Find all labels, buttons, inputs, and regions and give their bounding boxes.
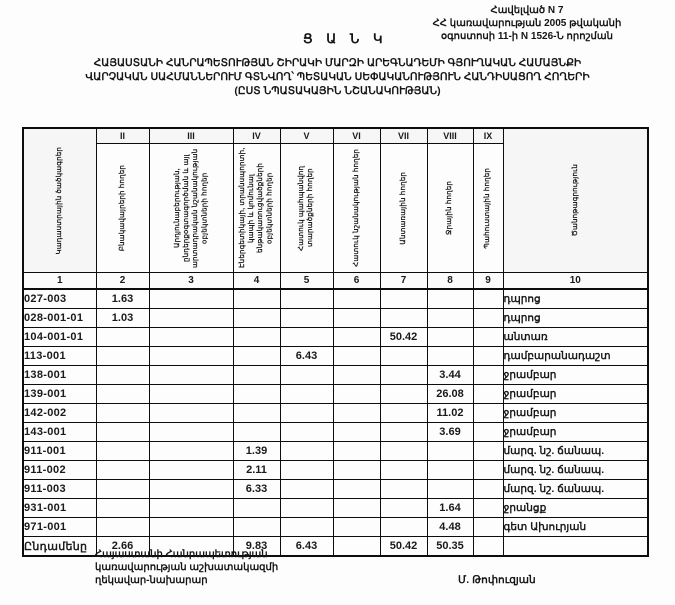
note-cell: դպրոց	[503, 289, 648, 309]
column-number-3: 3	[149, 273, 233, 290]
cadastral-code-cell: 139-001	[23, 385, 96, 404]
note-cell: մարզ. նշ. ճանապ.	[503, 461, 648, 480]
column-roman-2: II	[96, 128, 149, 144]
value-cell: 50.42	[380, 328, 427, 347]
value-cell: 11.02	[427, 404, 473, 423]
column-header-3	[149, 144, 233, 273]
value-cell	[149, 423, 233, 442]
value-cell	[233, 385, 280, 404]
value-cell	[333, 289, 380, 309]
value-cell	[149, 289, 233, 309]
column-label-7: Անտառային հողեր	[399, 171, 407, 245]
value-cell	[96, 404, 149, 423]
value-cell	[473, 442, 503, 461]
table-row-5	[23, 366, 648, 385]
note-cell: ջրամբար	[503, 385, 648, 404]
note-cell: ջրամբար	[503, 404, 648, 423]
column-number-8: 8	[427, 273, 473, 290]
value-cell	[149, 404, 233, 423]
table-row-4	[23, 347, 648, 366]
table-row-13	[23, 518, 648, 537]
table-row-11	[23, 480, 648, 499]
value-cell	[149, 480, 233, 499]
note-cell: դպրոց	[503, 309, 648, 328]
header-roman-row	[23, 128, 648, 144]
cadastral-code-cell: 027-003	[23, 289, 96, 309]
value-cell: 50.35	[427, 537, 473, 557]
land-table	[22, 127, 649, 557]
value-cell	[149, 442, 233, 461]
table-row-6	[23, 385, 648, 404]
value-cell	[96, 480, 149, 499]
column-header-5	[280, 144, 333, 273]
column-number-6: 6	[333, 273, 380, 290]
value-cell	[427, 309, 473, 328]
title-line-3: (ԸՍՏ ՆՊԱՏԱԿԱՅԻՆ ՆՇԱՆԱԿՈՒԹՅԱՆ)	[234, 85, 441, 97]
value-cell	[280, 499, 333, 518]
table-row-1	[23, 289, 648, 309]
value-cell	[149, 461, 233, 480]
note-cell: ջրանցք	[503, 499, 648, 518]
value-cell	[280, 480, 333, 499]
value-cell: 6.43	[280, 347, 333, 366]
column-header-4	[233, 144, 280, 273]
cadastral-code-cell: 104-001-01	[23, 328, 96, 347]
column-label-4: Էներգետիկայի, տրանսպորտի, կապի և կոմունալ ենթակառուցվածքների օբյեկտների հողեր	[239, 147, 274, 269]
value-cell: 6.33	[233, 480, 280, 499]
value-cell	[280, 289, 333, 309]
signatory-name: Մ. Թոփուզյան	[458, 574, 536, 586]
value-cell	[96, 385, 149, 404]
appendix-line-1: Հավելված N 7	[490, 5, 564, 16]
value-cell: 50.42	[380, 537, 427, 557]
column-roman-6: VI	[333, 128, 380, 144]
value-cell	[96, 366, 149, 385]
value-cell	[96, 499, 149, 518]
value-cell	[473, 404, 503, 423]
column-header-2	[96, 144, 149, 273]
value-cell	[149, 385, 233, 404]
value-cell	[380, 347, 427, 366]
cadastral-code-cell: 143-001	[23, 423, 96, 442]
cadastral-code-cell: 028-001-01	[23, 309, 96, 328]
cadastral-code-cell: 113-001	[23, 347, 96, 366]
value-cell	[280, 309, 333, 328]
table-row-7	[23, 404, 648, 423]
value-cell	[473, 423, 503, 442]
column-roman-4: IV	[233, 128, 280, 144]
column-label-6: Հատուկ նշանակության հողեր	[352, 149, 360, 267]
value-cell	[96, 518, 149, 537]
value-cell	[473, 309, 503, 328]
value-cell	[233, 328, 280, 347]
value-cell	[280, 404, 333, 423]
value-cell	[333, 499, 380, 518]
value-cell	[427, 289, 473, 309]
column-header-1	[23, 128, 96, 273]
column-roman-7: VII	[380, 128, 427, 144]
value-cell: 1.39	[233, 442, 280, 461]
value-cell	[473, 518, 503, 537]
value-cell	[427, 442, 473, 461]
table-row-8	[23, 423, 648, 442]
value-cell	[280, 366, 333, 385]
value-cell: 1.64	[427, 499, 473, 518]
value-cell	[380, 442, 427, 461]
value-cell: 3.44	[427, 366, 473, 385]
column-header-6	[333, 144, 380, 273]
cadastral-code-cell: 911-003	[23, 480, 96, 499]
table-row-9	[23, 442, 648, 461]
value-cell	[280, 518, 333, 537]
note-cell: ջրամբար	[503, 366, 648, 385]
value-cell: 26.08	[427, 385, 473, 404]
column-header-10	[503, 128, 648, 273]
value-cell	[280, 442, 333, 461]
column-header-9	[473, 144, 503, 273]
value-cell	[149, 328, 233, 347]
column-header-8	[427, 144, 473, 273]
column-roman-3: III	[149, 128, 233, 144]
table-row-12	[23, 499, 648, 518]
value-cell	[473, 366, 503, 385]
value-cell	[473, 347, 503, 366]
value-cell	[380, 366, 427, 385]
appendix-reference-block	[388, 4, 666, 43]
value-cell	[96, 328, 149, 347]
value-cell	[233, 347, 280, 366]
cadastral-code-cell: 142-002	[23, 404, 96, 423]
column-number-5: 5	[280, 273, 333, 290]
column-number-1: 1	[23, 273, 96, 290]
cadastral-code-cell: 911-001	[23, 442, 96, 461]
column-label-3: Արդյունաբերության, ընդերքօգտագործման և այլ արտադրական նշանակության օբյեկտների հողեր	[173, 148, 209, 268]
note-cell	[503, 537, 648, 557]
value-cell	[380, 423, 427, 442]
value-cell	[473, 328, 503, 347]
value-cell	[233, 423, 280, 442]
footer-line-1: Հայաստանի Հանրապետության	[95, 549, 268, 560]
note-cell: մարզ. նշ. ճանապ.	[503, 442, 648, 461]
value-cell	[380, 385, 427, 404]
value-cell	[473, 480, 503, 499]
column-label-1: Կադաստրային ծածկագրեր	[56, 146, 64, 255]
footer-line-3: ղեկավար-նախարար	[95, 575, 208, 586]
value-cell	[427, 347, 473, 366]
value-cell	[149, 309, 233, 328]
note-cell: ջրամբար	[503, 423, 648, 442]
appendix-line-2: ՀՀ կառավարության 2005 թվականի	[432, 18, 622, 29]
value-cell	[233, 309, 280, 328]
value-cell	[96, 423, 149, 442]
value-cell	[280, 328, 333, 347]
column-label-9: Պահուստային հողեր	[484, 167, 492, 249]
column-number-9: 9	[473, 273, 503, 290]
value-cell	[333, 480, 380, 499]
column-number-10: 10	[503, 273, 648, 290]
document-title	[8, 56, 667, 98]
value-cell: 3.69	[427, 423, 473, 442]
value-cell	[473, 461, 503, 480]
note-cell: անտառ	[503, 328, 648, 347]
value-cell	[333, 347, 380, 366]
value-cell	[96, 461, 149, 480]
column-label-5: Հատուկ պահպանվող տարածքների հողեր	[298, 165, 315, 251]
value-cell	[473, 499, 503, 518]
table-row-3	[23, 328, 648, 347]
value-cell: 2.66	[96, 537, 149, 557]
value-cell	[280, 461, 333, 480]
value-cell: 2.11	[233, 461, 280, 480]
note-cell: դամբարանադաշտ	[503, 347, 648, 366]
column-header-7	[380, 144, 427, 273]
signatory-title-block	[95, 548, 278, 587]
value-cell	[149, 347, 233, 366]
value-cell: 1.03	[96, 309, 149, 328]
value-cell	[233, 404, 280, 423]
value-cell	[149, 518, 233, 537]
value-cell	[380, 480, 427, 499]
value-cell	[333, 537, 380, 557]
column-number-2: 2	[96, 273, 149, 290]
column-label-2: Բնակավայրերի հողեր	[118, 164, 126, 252]
value-cell	[333, 328, 380, 347]
column-number-4: 4	[233, 273, 280, 290]
cadastral-code-cell: 931-001	[23, 499, 96, 518]
value-cell	[473, 289, 503, 309]
table-row-10	[23, 461, 648, 480]
column-roman-5: V	[280, 128, 333, 144]
value-cell	[149, 499, 233, 518]
table-row-2	[23, 309, 648, 328]
footer-line-2: կառավարության աշխատակազմի	[95, 562, 279, 573]
header-number-row	[23, 273, 648, 290]
value-cell	[380, 404, 427, 423]
value-cell	[333, 385, 380, 404]
cadastral-code-cell: Ընդամենը	[23, 537, 96, 557]
land-table-wrapper	[22, 127, 649, 557]
column-label-8: Ջրային հողեր	[446, 181, 454, 235]
value-cell	[233, 366, 280, 385]
value-cell: 6.43	[280, 537, 333, 557]
value-cell	[380, 461, 427, 480]
value-cell	[380, 499, 427, 518]
value-cell	[427, 480, 473, 499]
value-cell	[333, 442, 380, 461]
doc-type-title: Ց Ա Ն Կ	[303, 31, 388, 46]
value-cell	[380, 518, 427, 537]
value-cell	[333, 423, 380, 442]
title-line-1: ՀԱՅԱՍՏԱՆԻ ՀԱՆՐԱՊԵՏՈՒԹՅԱՆ ՇԻՐԱԿԻ ՄԱՐԶԻ ԱՐԵԳՆԱԴԵՄԻ ԳՅՈՒՂԱԿԱՆ ՀԱՄԱՅՆՔԻ	[93, 57, 582, 69]
cadastral-code-cell: 138-001	[23, 366, 96, 385]
cadastral-code-cell: 971-001	[23, 518, 96, 537]
value-cell	[427, 461, 473, 480]
value-cell: 4.48	[427, 518, 473, 537]
column-roman-9: IX	[473, 128, 503, 144]
value-cell	[96, 347, 149, 366]
value-cell: 1.63	[96, 289, 149, 309]
value-cell	[280, 385, 333, 404]
appendix-line-3: օգոստոսի 11-ի N 1526-Ն որոշման	[441, 31, 613, 42]
value-cell	[473, 537, 503, 557]
value-cell	[233, 518, 280, 537]
value-cell	[333, 309, 380, 328]
value-cell	[427, 328, 473, 347]
value-cell	[280, 423, 333, 442]
value-cell	[149, 366, 233, 385]
value-cell	[333, 518, 380, 537]
title-line-2: ՎԱՐՉԱԿԱՆ ՍԱՀՄԱՆՆԵՐՈՒՄ ԳՏՆՎՈՂ՝ ՊԵՏԱԿԱՆ ՍԵՓԱԿԱՆՈՒԹՅՈՒՆ ՀԱՆԴԻՍԱՑՈՂ ՀՈՂԵՐԻ	[85, 71, 590, 83]
column-roman-8: VIII	[427, 128, 473, 144]
value-cell	[233, 499, 280, 518]
value-cell	[333, 404, 380, 423]
column-label-10: Ծանոթագրություն	[571, 164, 579, 237]
note-cell: գետ Ախուրյան	[503, 518, 648, 537]
cadastral-code-cell: 911-002	[23, 461, 96, 480]
value-cell	[333, 461, 380, 480]
note-cell: մարզ. նշ. ճանապ.	[503, 480, 648, 499]
value-cell	[473, 385, 503, 404]
value-cell	[96, 442, 149, 461]
value-cell: 9.83	[233, 537, 280, 557]
value-cell	[380, 309, 427, 328]
value-cell	[333, 366, 380, 385]
value-cell	[233, 289, 280, 309]
column-number-7: 7	[380, 273, 427, 290]
value-cell	[380, 289, 427, 309]
